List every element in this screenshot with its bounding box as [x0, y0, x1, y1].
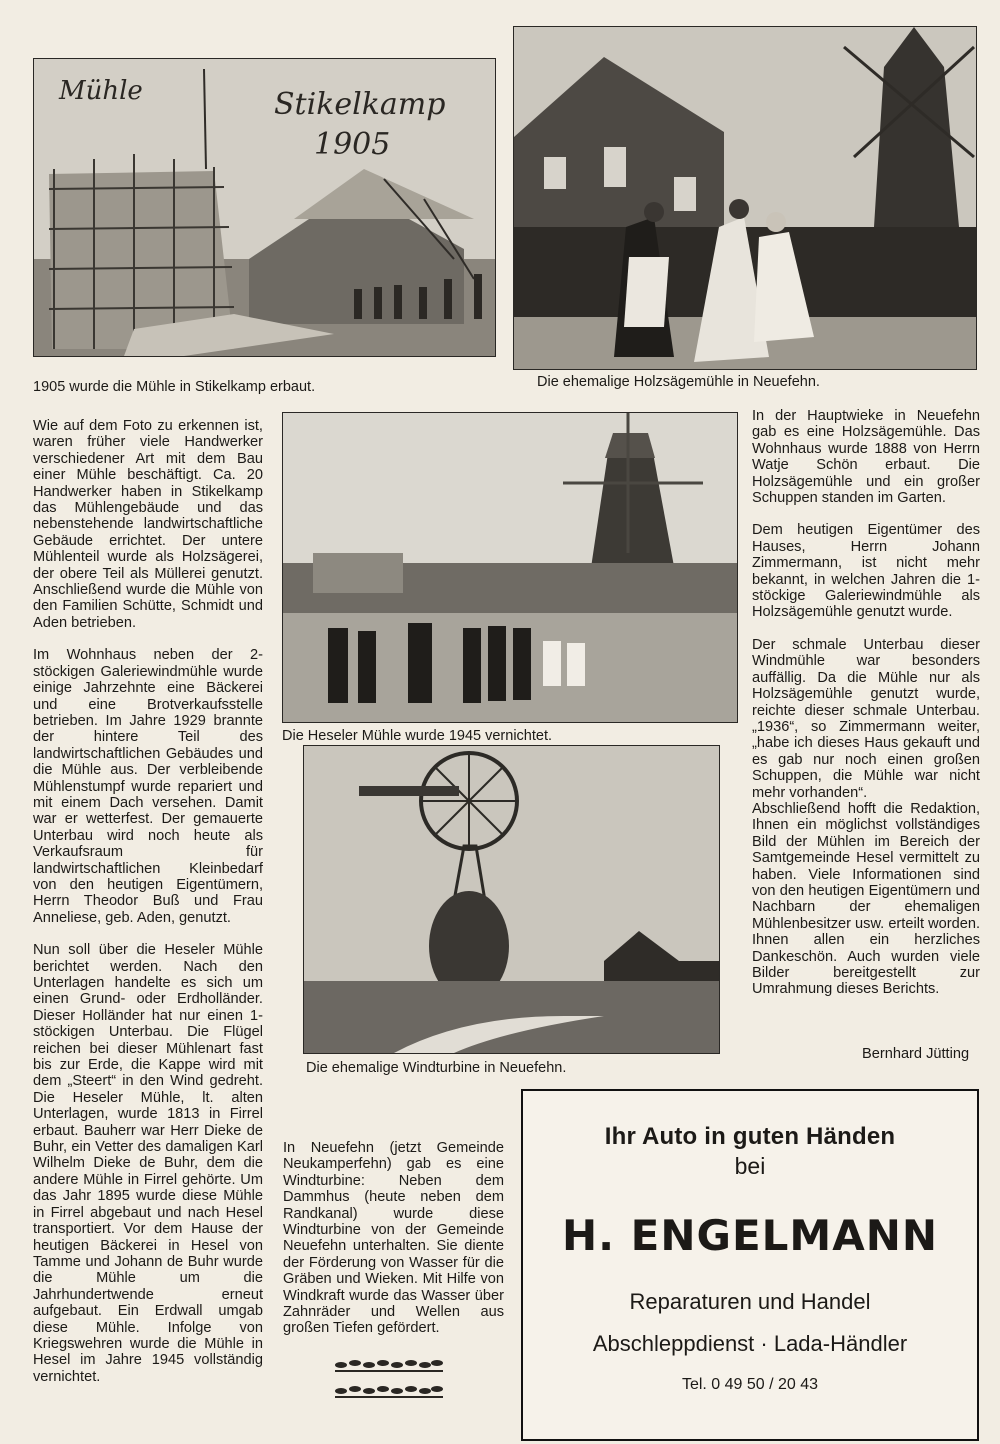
ad-headline: Ihr Auto in guten Händen	[604, 1123, 896, 1150]
paragraph: Dem heutigen Eigentümer des Hauses, Herrn Johann Zimmermann, ist nicht mehr bekannt, in welchen Jahren die 1-stöckige Galeriewindmühle als Holzsägemühle genutzt wurde.	[752, 522, 980, 621]
paragraph: Der schmale Unterbau dieser Windmühle war besonders auffällig. Da die Mühle nur als Holzsägemühle genutzt wurde, reichte dieser schmale Unterbau. „1936“, so Zimmermann weiter, „habe ich dieses Haus gekauft und es gab nur noch einen großen Schuppen, die Mühle war nicht mehr vorhanden“. Abschließend hofft die Redaktion, Ihnen ein möglichst vollständiges Bild der Mühlen im Bereich der Samtgemeinde Hesel vermittelt zu haben. Viele Informationen sind von den heutigen Eigentümern und Nachbarn der ehemaligen Mühlenbesitzer usw. erteilt worden. Ihnen allen ein herzliches Dankeschön. Auch wurden viele Bilder bereitgestellt zur Umrahmung dieses Berichts.	[752, 636, 980, 998]
advertisement-engelmann	[521, 1089, 979, 1441]
photo-sawmill-house	[513, 26, 977, 370]
ad-services: Reparaturen und Handel	[629, 1289, 871, 1314]
article-column-left	[33, 418, 263, 1401]
paragraph: In der Hauptwieke in Neuefehn gab es eine Holzsägemühle. Das Wohnhaus wurde 1888 von Herrn Watje Schön erbaut. Die Holzsägemühle und ein großer Schuppen standen im Garten.	[752, 408, 980, 507]
author: Bernhard Jütting	[862, 1046, 970, 1062]
paragraph: In Neuefehn (jetzt Gemeinde Neukamperfehn) gab es eine Windturbine: Neben dem Dammhus (heute neben dem Randkanal) wurde diese Windturbine von der Gemeinde Neuefehn unterhalten. Sie diente der Förderung von Wasser für die Gräben und Wieken. Mit Hilfe von Windkraft wurde das Wasser über Zahnräder und Wellen aus großen Tiefen gefördert.	[283, 1140, 504, 1337]
handwriting-year: 1905	[314, 127, 391, 162]
caption-mill-construction: 1905 wurde die Mühle in Stikelkamp erbaut.	[33, 379, 316, 395]
ornament-icon	[333, 1355, 445, 1407]
ad-towing: Abschleppdienst · Lada-Händler	[592, 1331, 908, 1356]
handwriting-stikelkamp: Stikelkamp	[274, 87, 446, 122]
caption-heseler-muehle: Die Heseler Mühle wurde 1945 vernichtet.	[282, 728, 552, 744]
photo-heseler-muehle	[282, 412, 738, 723]
article-column-middle	[283, 1140, 504, 1353]
photo-mill-construction	[33, 58, 496, 357]
paragraph: Im Wohnhaus neben der 2-stöckigen Galeriewindmühle wurde einige Jahrzehnte eine Bäckerei und eine Brotverkaufsstelle betrieben. Im Jahre 1929 brannte der hintere Teil des landwirtschaftlichen Gebäudes und die Mühle aus. Der verbleibende Mühlenstumpf wurde repariert und mit einem Dach versehen. Damit war er wetterfest. Der gemauerte Unterbau wird noch heute als Verkaufsraum für landwirtschaftlichen Kleinbedarf von den heutigen Eigentümern, Herrn Theodor Buß und Frau Anneliese, geb. Aden, genutzt.	[33, 647, 263, 926]
paragraph: Wie auf dem Foto zu erkennen ist, waren früher viele Handwerker verschiedener Art mit dem Bau einer Mühle beschäftigt. Ca. 20 Handwerker haben in Stikelkamp das Mühlengebäude und das nebenstehende landwirtschaftliche Gebäude errichtet. Der untere Mühlenteil wurde als Holzsägerei, der obere Teil als Müllerei genutzt. Anschließend wurde die Mühle von den Familien Schütte, Schmidt und Aden betrieben.	[33, 418, 263, 631]
paragraph: Nun soll über die Heseler Mühle berichtet werden. Nach den Unterlagen handelte es sich um einen Grund- oder Erdholländer. Dieser Holländer hat nur einen 1-stöckigen Unterbau. Die Flügel reichen bei dieser Mühlenart fast bis zur Erde, die Kappe wird mit dem „Steert“ in den Wind gedreht. Die Heseler Mühle, lt. alten Unterlagen, wurde 1813 in Firrel erbaut. Bauherr war Herr Dieke de Buhr, ein Vetter des damaligen Karl Wilhelm Dieke de Buhr, dem die andere Mühle in Firrel gehörte. Um das Jahr 1895 wurde diese Mühle in Firrel abgebaut und nach Hesel transportiert. Vor dem Hause der heutigen Bäckerei in Hesel von Tamme und Johann de Buhr wurde die Mühle um die Jahrhundertwende erneut aufgebaut. Ein Erdwall umgab diese Mühle. Infolge von Kriegswehren wurde die Mühle in Hesel im Jahre 1945 vollständig vernichtet.	[33, 942, 263, 1385]
caption-sawmill-house: Die ehemalige Holzsägemühle in Neuefehn.	[537, 374, 820, 390]
ad-phone: Tel. 0 49 50 / 20 43	[681, 1376, 819, 1393]
photo-windturbine	[303, 745, 720, 1054]
ad-firm-name: H. ENGELMANN	[561, 1211, 939, 1260]
ad-bei: bei	[734, 1153, 766, 1179]
caption-windturbine: Die ehemalige Windturbine in Neuefehn.	[306, 1060, 567, 1076]
article-column-right	[752, 408, 980, 1002]
handwriting-muehle: Mühle	[59, 76, 143, 106]
